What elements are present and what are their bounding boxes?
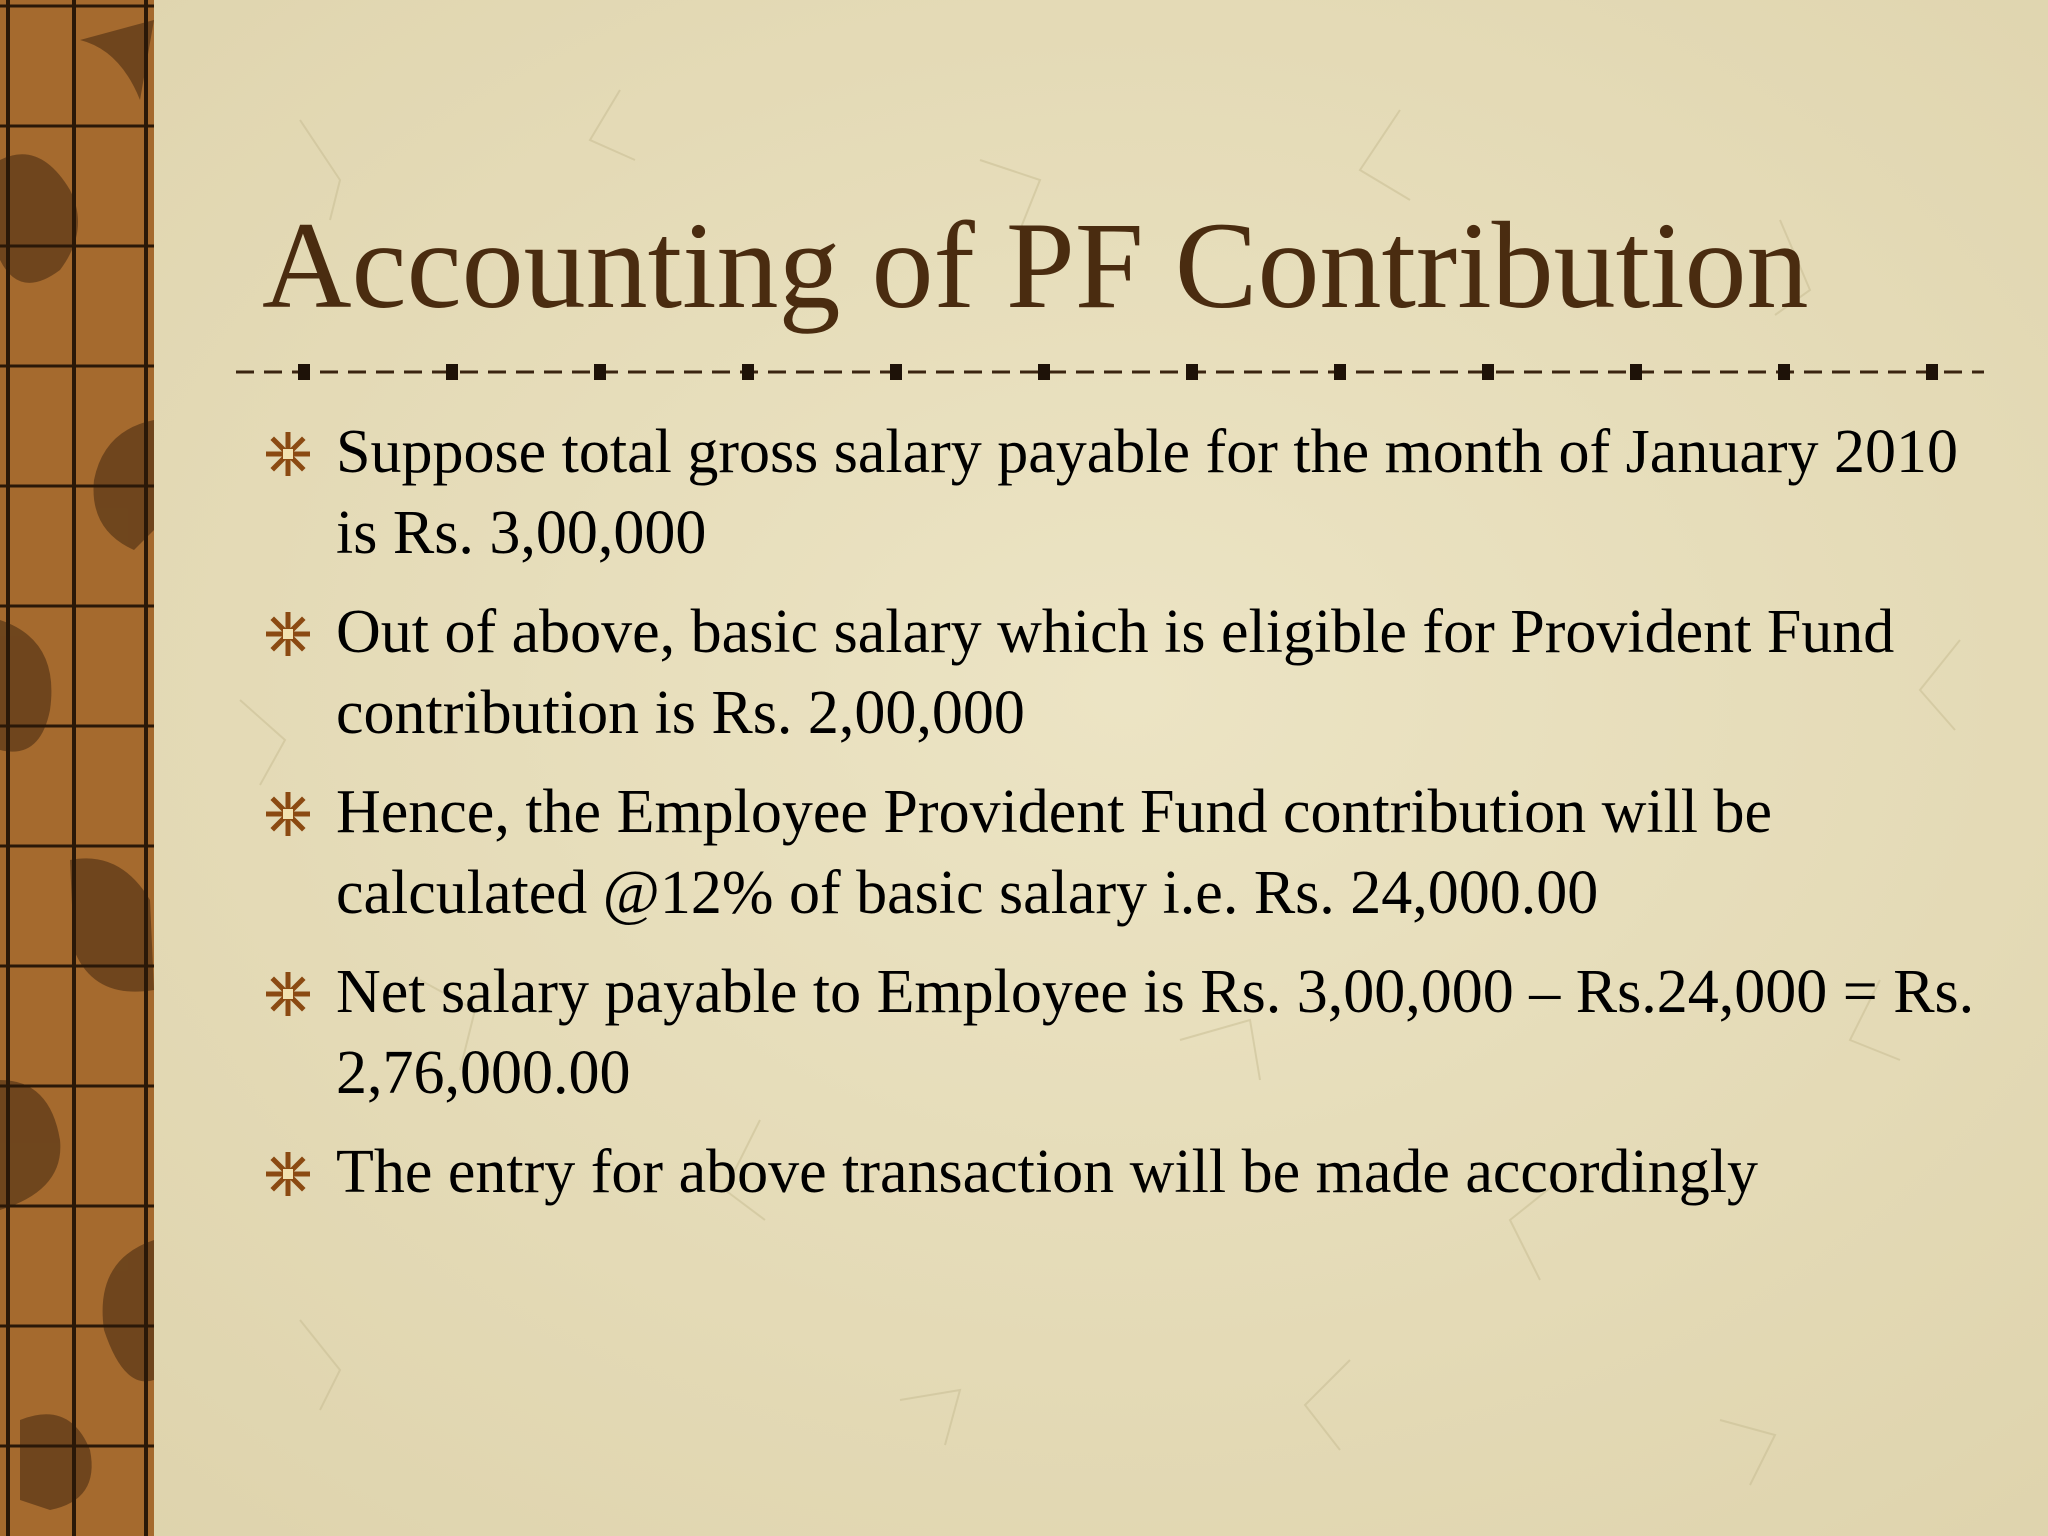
bullet-text: Suppose total gross salary payable for the month of January 2010 is Rs. 3,00,000 bbox=[336, 418, 1958, 567]
asterisk-star-icon bbox=[266, 972, 310, 1016]
asterisk-star-icon bbox=[266, 612, 310, 656]
bullet-text: Hence, the Employee Provident Fund contribution will be calculated @12% of basic salary i.e. Rs. 24,000.00 bbox=[336, 778, 1773, 927]
bullet-item bbox=[262, 772, 2002, 934]
decorative-side-strip bbox=[0, 0, 154, 1536]
bullet-item bbox=[262, 592, 2002, 754]
bullet-item bbox=[262, 1132, 2002, 1213]
slide-title: Accounting of PF Contribution bbox=[262, 197, 1809, 334]
bullet-text: Out of above, basic salary which is eligible for Provident Fund contribution is Rs. 2,00,000 bbox=[336, 598, 1895, 747]
asterisk-star-icon bbox=[266, 1152, 310, 1196]
bullet-item bbox=[262, 952, 2002, 1114]
bullet-text: Net salary payable to Employee is Rs. 3,00,000 – Rs.24,000 = Rs. 2,76,000.00 bbox=[336, 958, 1975, 1107]
bullet-text: The entry for above transaction will be made accordingly bbox=[336, 1138, 1759, 1206]
dashed-divider-line bbox=[236, 358, 1984, 386]
bullet-list bbox=[262, 412, 2002, 1231]
bullet-item bbox=[262, 412, 2002, 574]
asterisk-star-icon bbox=[266, 432, 310, 476]
asterisk-star-icon bbox=[266, 792, 310, 836]
